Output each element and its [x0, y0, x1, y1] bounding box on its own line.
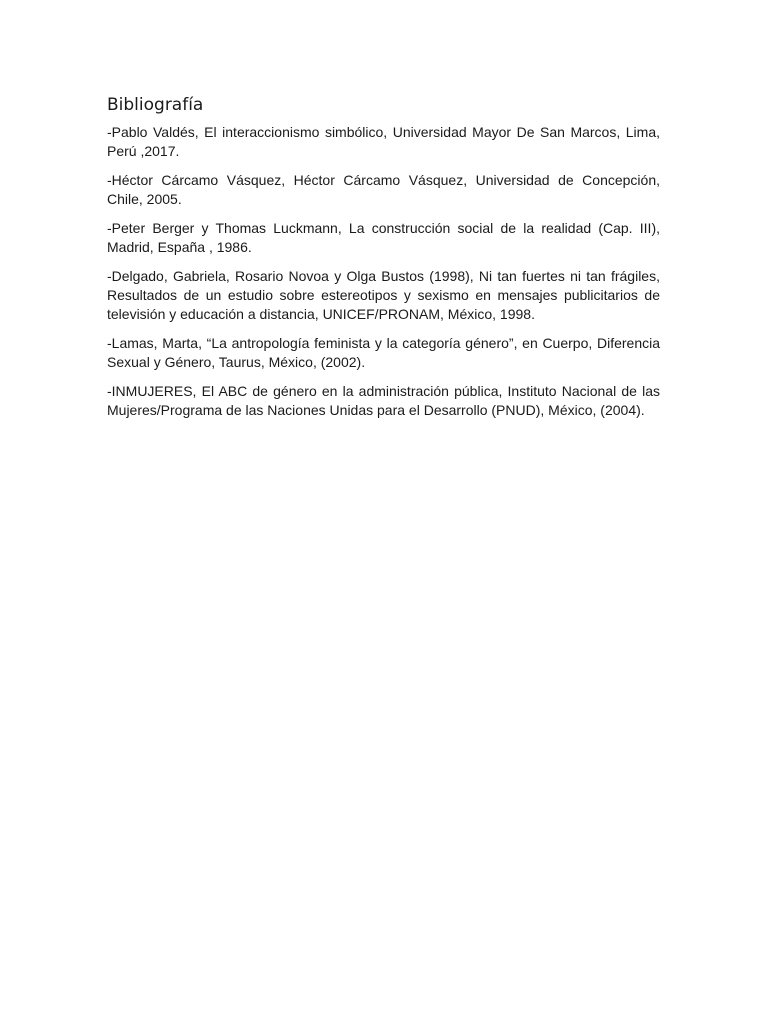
bibliography-entry: -Héctor Cárcamo Vásquez, Héctor Cárcamo Vásquez, Universidad de Concepción, Chile, 2005.: [107, 172, 660, 207]
bibliography-heading: Bibliografía: [107, 95, 204, 115]
bibliography-section: [107, 93, 660, 430]
bibliography-entry: -INMUJERES, El ABC de género en la administración pública, Instituto Nacional de las Mujeres/Programa de las Naciones Unidas para el Desarrollo (PNUD), México, (2004).: [107, 383, 660, 418]
bibliography-entry: -Pablo Valdés, El interaccionismo simbólico, Universidad Mayor De San Marcos, Lima, Perú ,2017.: [107, 124, 660, 159]
bibliography-entry: -Peter Berger y Thomas Luckmann, La construcción social de la realidad (Cap. III), Madrid, España , 1986.: [107, 220, 660, 255]
bibliography-entry: -Delgado, Gabriela, Rosario Novoa y Olga Bustos (1998), Ni tan fuertes ni tan frágiles, Resultados de un estudio sobre estereotipos y sexismo en mensajes publicitarios de televisión y educación a distancia, UNICEF/PRONAM, México, 1998.: [107, 268, 660, 322]
bibliography-entry: -Lamas, Marta, “La antropología feminista y la categoría género”, en Cuerpo, Diferencia Sexual y Género, Taurus, México, (2002).: [107, 335, 660, 370]
